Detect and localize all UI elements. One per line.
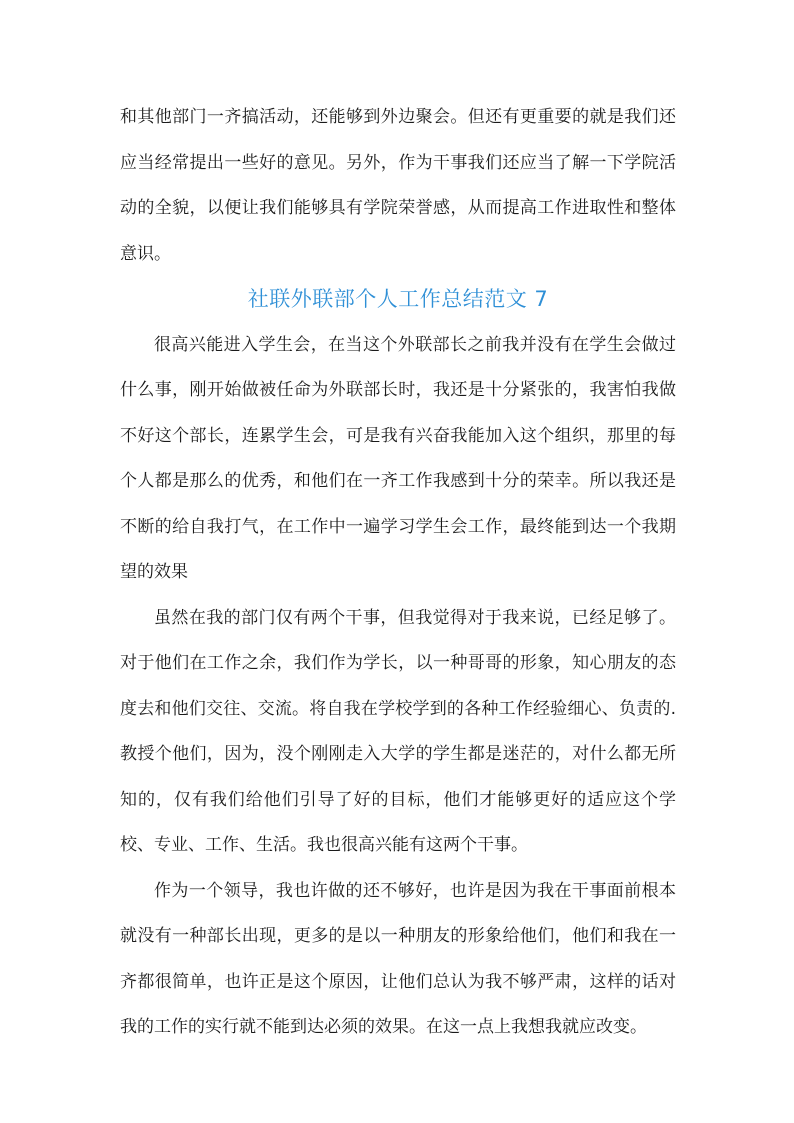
intro-paragraph: 和其他部门一齐搞活动，还能够到外边聚会。但还有更重要的就是我们还应当经常提出一些好的意见。另外，作为干事我们还应当了解一下学院活动的全貌，以便让我们能够具有学院荣誉感，从而提高工作进取性和整体意识。	[120, 107, 676, 264]
document-page	[120, 95, 676, 1051]
body-paragraph-2: 虽然在我的部门仅有两个干事，但我觉得对于我来说，已经足够了。对于他们在工作之余，我们作为学长，以一种哥哥的形象，知心朋友的态度去和他们交往、交流。将自我在学校学到的各种工作经验细心、负责的.教授个他们，因为，没个刚刚走入大学的学生都是迷茫的，对什么都无所知的，仅有我们给他们引导了好的目标，他们才能够更好的适应这个学校、专业、工作、生活。我也很高兴能有这两个干事。	[120, 607, 676, 855]
body-paragraph-3: 作为一个领导，我也许做的还不够好，也许是因为我在干事面前根本就没有一种部长出现，更多的是以一种朋友的形象给他们，他们和我在一齐都很简单，也许正是这个原因，让他们总认为我不够严肃，这样的话对我的工作的实行就不能到达必须的效果。在这一点上我想我就应改变。	[120, 880, 676, 1037]
body-paragraph-1: 很高兴能进入学生会，在当这个外联部长之前我并没有在学生会做过什么事，刚开始做被任命为外联部长时，我还是十分紧张的，我害怕我做不好这个部长，连累学生会，可是我有兴奋我能加入这个组织，那里的每个人都是那么的优秀，和他们在一齐工作我感到十分的荣幸。所以我还是不断的给自我打气，在工作中一遍学习学生会工作，最终能到达一个我期望的效果	[120, 334, 676, 582]
section-title: 社联外联部个人工作总结范文 7	[247, 287, 549, 311]
